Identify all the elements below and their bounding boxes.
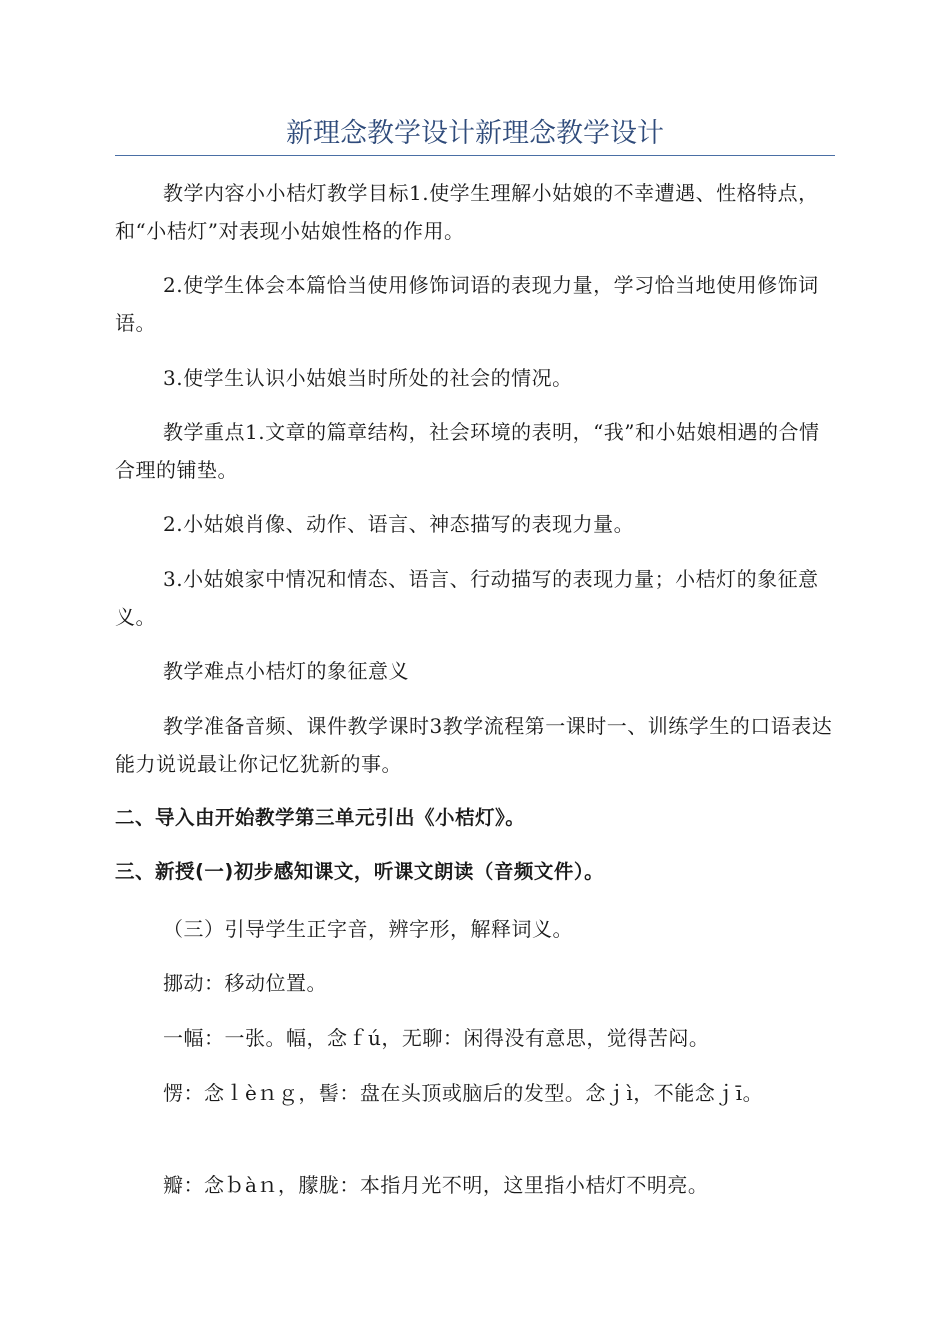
paragraph-goal-2: 2.使学生体会本篇恰当使用修饰词语的表现力量，学习恰当地使用修饰词语。	[115, 273, 819, 335]
vocab-item: 挪动：移动位置。	[163, 971, 327, 995]
paragraph-key-points: 教学重点1.文章的篇章结构，社会环境的表明，“我”和小姑娘相遇的合情合理的铺垫。	[115, 420, 820, 482]
paragraph-preparation: 教学准备音频、课件教学课时3教学流程第一课时一、训练学生的口语表达能力说说最让你记忆犹新的事。	[115, 714, 833, 776]
vocab-item: 瓣：念ｂàｎ，朦胧：本指月光不明，这里指小桔灯不明亮。	[163, 1173, 709, 1197]
document-title: 新理念教学设计新理念教学设计	[286, 118, 664, 149]
vocab-item: 愣：念ｌèｎｇ，髻：盘在头顶或脑后的发型。念ｊì，不能念ｊī。	[163, 1081, 764, 1105]
paragraph-key-point-3: 3.小姑娘家中情况和情态、语言、行动描写的表现力量；小桔灯的象征意义。	[115, 567, 819, 629]
title-underline	[115, 155, 835, 156]
vocab-item: 一幅：一张。幅，念ｆú，无聊：闲得没有意思，觉得苦闷。	[163, 1026, 710, 1050]
paragraph-goal-3: 3.使学生认识小姑娘当时所处的社会的情况。	[163, 366, 573, 390]
heading-new-lesson: 三、新授(一)初步感知课文，听课文朗读（音频文件）。	[115, 860, 605, 883]
paragraph-key-point-2: 2.小姑娘肖像、动作、语言、神态描写的表现力量。	[163, 512, 635, 536]
paragraph-teaching-content: 教学内容小小桔灯教学目标1.使学生理解小姑娘的不幸遭遇、性格特点，和“小桔灯”对表现小姑娘性格的作用。	[115, 181, 819, 243]
paragraph-difficulty: 教学难点小桔灯的象征意义	[163, 659, 409, 683]
paragraph-guide-students: （三）引导学生正字音，辨字形，解释词义。	[163, 917, 573, 941]
heading-introduction: 二、导入由开始教学第三单元引出《小桔灯》。	[115, 806, 526, 829]
